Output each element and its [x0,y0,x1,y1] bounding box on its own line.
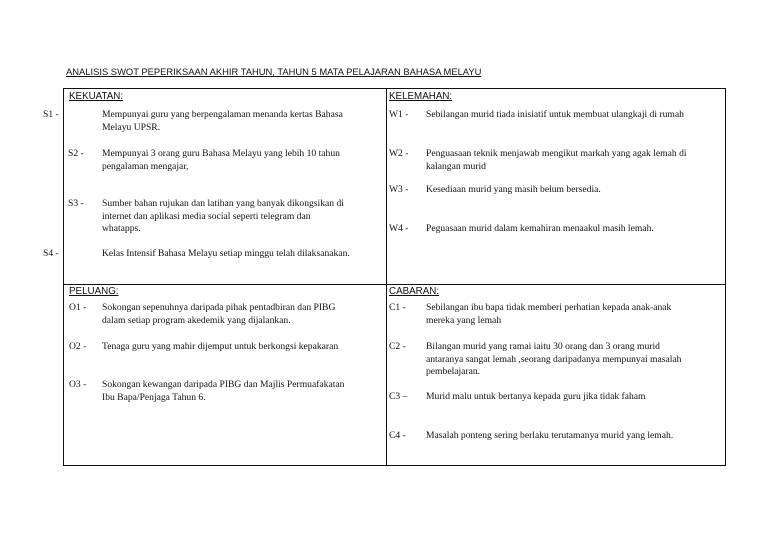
kekuatan-item-s1: Mempunyai guru yang berpengalaman menanda kertas Bahasa Melayu UPSR. [102,109,343,133]
kelemahan-item-w4: Peguasaan murid dalam kemahiran menaakul masih lemah. [426,223,654,234]
item-code: W2 - [389,148,409,159]
item-code: C3 – [389,391,408,402]
kekuatan-heading: KEKUATAN: [69,91,124,102]
peluang-item-o2: Tenaga guru yang mahir dijemput untuk berkongsi kepakaran [102,341,339,352]
item-code: S1 - [43,109,59,120]
document-title: ANALISIS SWOT PEPERIKSAAN AKHIR TAHUN, TAHUN 5 MATA PELAJARAN BAHASA MELAYU [66,66,482,77]
item-code: O3 - [69,379,87,390]
cabaran-item-c1: Sebilangan ibu bapa tidak memberi perhatian kepada anak-anak mereka yang lemah [426,302,672,326]
kelemahan-item-w1: Sebilangan murid tiada inisiatif untuk membuat ulangkaji di rumah [426,109,684,120]
kelemahan-item-w2: Penguasaan teknik menjawab mengikut markah yang agak lemah di kalangan murid [426,148,687,172]
kekuatan-item-s3: Sumber bahan rujukan dan latihan yang banyak dikongsikan di internet dan aplikasi media social seperti telegram dan whatapps. [102,198,344,234]
cabaran-item-c2: Bilangan murid yang ramai iaitu 30 orang dan 3 orang murid antaranya sangat lemah ,seorang daripadanya mempunyai masalah pembelajaran. [426,341,682,377]
item-code: S3 - [68,198,84,209]
cabaran-heading: CABARAN: [389,286,440,297]
item-code: C1 - [389,302,406,313]
peluang-item-o1: Sokongan sepenuhnya daripada pihak pentadbiran dan PIBG dalam setiap program akedemik yang dijalankan. [102,302,336,326]
item-code: S4 - [43,248,59,259]
item-code: W3 - [389,184,409,195]
item-code: O1 - [69,302,87,313]
item-code: O2 - [69,341,87,352]
cabaran-item-c3: Murid malu untuk bertanya kepada guru jika tidak faham [426,391,646,402]
kelemahan-heading: KELEMAHAN: [389,91,453,102]
kekuatan-item-s4: Kelas Intensif Bahasa Melayu setiap minggu telah dilaksanakan. [102,248,350,259]
kekuatan-item-s2: Mempunyai 3 orang guru Bahasa Melayu yang lebih 10 tahun pengalaman mengajar, [102,148,340,172]
item-code: C4 - [389,430,406,441]
item-code: W4 - [389,223,409,234]
item-code: S2 - [68,148,84,159]
column-divider [386,89,387,465]
peluang-item-o3: Sokongan kewangan daripada PIBG dan Majlis Permuafakatan Ibu Bapa/Penjaga Tahun 6. [102,379,345,403]
row-divider [64,284,725,285]
kelemahan-item-w3: Kesediaan murid yang masih belum bersedia. [426,184,601,195]
swot-table [63,88,726,466]
item-code: C2 - [389,341,406,352]
peluang-heading: PELUANG: [69,286,119,297]
cabaran-item-c4: Masalah ponteng sering berlaku terutamanya murid yang lemah. [426,430,674,441]
item-code: W1 - [389,109,409,120]
